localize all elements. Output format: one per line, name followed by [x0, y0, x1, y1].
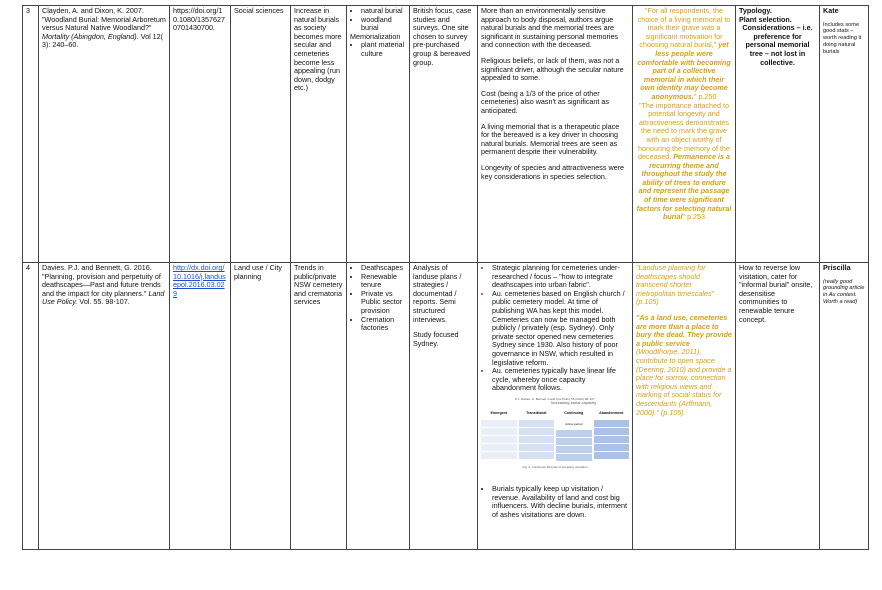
finding-paragraph: More than an environmentally sensitive approach to body disposal, authors argue natural burials and the memorial trees are significant in sustaining personal memories and connection with the deceased.	[481, 6, 619, 50]
trends-cell: Trends in public/private NSW cemetery and crematoria services	[291, 263, 347, 550]
quote-text: (Woodthorpe, 2011), contribute to open space (Deering, 2010) and provide a place for sorrow, connection with religious views and marking of social status for descendants (Arffmann, 2000)." (p.105)	[636, 347, 732, 417]
citation-tail: Vol. 55. 98-107.	[79, 297, 130, 307]
figure-cell	[556, 454, 592, 461]
implication-body: Considerations – i.e. preference for personal memorial tree – not lost in collective.	[742, 23, 813, 67]
finding-item: • Au. cemeteries typically have linear life cycle, whereby once capacity abandonment follows.	[492, 367, 629, 393]
citation-journal: Mortality (Abingdon, England).	[42, 31, 139, 41]
figure-cell	[594, 436, 630, 443]
keyword-item: • Deathscapes	[361, 264, 406, 273]
doi-link[interactable]: http://dx.doi.org/10.1016/j.landusepol.2016.03.029	[173, 263, 226, 298]
row-number: 4	[23, 263, 39, 550]
reviewer-name: Priscilla	[823, 263, 851, 272]
figure-cell	[594, 444, 630, 451]
literature-review-table	[22, 5, 869, 550]
finding-paragraph: Cost (being a 1/3 of the price of other cemeteries) also wasn't as significant as anticipated.	[481, 88, 610, 115]
implications-cell: How to reverse low visitation, cater for "informal burial" onsite, desensitise communities to renewable tenure concept.	[736, 263, 820, 550]
figure-cell	[594, 428, 630, 435]
finding-paragraph: Longevity of species and attractiveness were key considerations in species selection.	[481, 162, 625, 181]
quote-text: "For all respondents, the choice of a living memorial to mark their grave was a significant motivation for choosing natural burial,"	[637, 6, 731, 50]
figure-column	[481, 409, 517, 462]
citation-tail: Vol 12( 3): 240–60.	[42, 31, 164, 50]
finding-paragraph: A living memorial that is a therapeutic place for the bereaved is a key driver in choosing natural burials. Memorial trees are seen as permanent despite their vulnerability.	[481, 121, 620, 157]
reviewer-note: Includes some good stats – worth reading it doing natural burials	[823, 21, 862, 55]
findings-cell	[478, 6, 633, 263]
keyword-line: Memorialization	[350, 31, 401, 41]
figure-cell	[481, 444, 517, 451]
figure-cell	[594, 420, 630, 427]
findings-cell	[478, 263, 633, 550]
keyword-item: • woodland burial	[361, 16, 406, 33]
table-row	[23, 263, 869, 550]
figure-grid	[481, 409, 629, 462]
implication-title: Plant selection.	[739, 14, 792, 24]
figure-header: P.J. Davies, G. Bennett / Land Use Policy 55 (2016) 98–107	[515, 396, 595, 401]
implication-title: Typology.	[739, 6, 772, 15]
figure-cell	[519, 436, 555, 443]
figure-footer: Fig. 2. Continuum lifecycle of cemetery operation	[522, 465, 588, 470]
citation-main: Davies. P.J. and Bennett, G. 2016. "Planning, provision and perpetuity of deathscapes—Past and future trends and the impact for city planners."	[42, 263, 161, 298]
keyword-item: • plant material culture	[361, 41, 406, 58]
figure-active-label: Active period	[565, 421, 583, 426]
implications-cell	[736, 6, 820, 263]
figure-cell	[519, 444, 555, 451]
doi-cell	[170, 263, 231, 550]
quote-text: "The importance attached to potential longevity and attractiveness demonstrates the need to mark the grave with an object worthy of honouring the memory of the deceased.	[638, 100, 730, 162]
keywords-cell	[347, 6, 410, 263]
finding-paragraph: Religious beliefs, or lack of them, was not a significant driver, although the secular nature appealed to some.	[481, 55, 624, 83]
quotes-cell	[633, 6, 736, 263]
quotes-cell	[633, 263, 736, 550]
method-cell	[410, 263, 478, 550]
citation-journal: Land Use Policy.	[42, 288, 165, 307]
citation-cell	[39, 6, 170, 263]
doi-text: https://doi.org/10.1080/13576270701430700.	[173, 6, 225, 33]
reviewer-cell	[820, 6, 869, 263]
finding-item: • Burials typically keep up visitation / revenue. Availability of land and cost big influencers. With decline burials, interment of ashes visitations are down.	[492, 485, 629, 519]
method-cell: British focus, case studies and surveys. One site chosen to survey pre-purchased group & bereaved group.	[410, 6, 478, 263]
method-paragraph: Study focused Sydney.	[413, 330, 459, 348]
figure-cell	[519, 452, 555, 459]
reviewer-cell	[820, 263, 869, 550]
discipline-cell: Social sciences	[231, 6, 291, 263]
finding-item: • Strategic planning for cemeteries under-researched / focus – "how to integrate deathscapes into urban fabric".	[492, 264, 629, 290]
finding-item: • Au. cemeteries based on English church / public cemetery model. At time of publishing WA has kept this model. Cemeteries can now be managed both publicly / privately (esp. Sydney). Only private sector opened new cemeteries Sydney since 1930. Also history of poor governance in NSW, which resulted in legislative reform.	[492, 290, 629, 367]
discipline-cell: Land use / City planning	[231, 263, 291, 550]
figure-cell	[556, 430, 592, 437]
reviewer-note: (really good grounding article in Au context. Worth a read)	[823, 278, 865, 305]
figure-column-header: Abandonment	[599, 410, 624, 415]
figure-cell	[594, 452, 630, 459]
method-paragraph: Analysis of landuse plans / strategies / documentad / reports. Semi structured interviews.	[413, 263, 462, 324]
citation-cell	[39, 263, 170, 550]
quote-page: " p.253	[682, 212, 706, 222]
figure-cell	[481, 436, 517, 443]
keyword-item: • Cremation factories	[361, 316, 406, 333]
figure-cell	[519, 428, 555, 435]
doi-cell	[170, 6, 231, 263]
reviewer-name: Kate	[823, 6, 839, 15]
figure-cell	[481, 420, 517, 427]
table-row	[23, 6, 869, 263]
figure-cell	[481, 452, 517, 459]
keyword-item: • Renewable tenure	[361, 273, 406, 290]
citation-main: Clayden, A. and Dixon, K. 2007. "Woodland Burial: Memorial Arboretum versus Natural Native Woodland?"	[42, 6, 166, 33]
figure-cell	[519, 420, 555, 427]
quote-emphasis: "As a land use, cemeteries are more than a place to bury the dead. They provide a public service	[636, 312, 732, 348]
figure-column-header: Continuing	[564, 410, 584, 415]
quote-emphasis: yet less people were comfortable with becoming part of a collective memorial in which their own identity may become anonymous.	[637, 40, 731, 101]
quote-page: " p.250	[693, 91, 717, 101]
quote-text: "Landuse planning for deathscapes should transcend shorter metropolitan timescales" (p.105)	[636, 263, 715, 307]
lifecycle-figure	[481, 397, 629, 479]
figure-column	[519, 409, 555, 462]
figure-arrow-label: Increasing burial capacity	[551, 399, 597, 405]
figure-column-header: Transitional	[526, 410, 547, 415]
row-number: 3	[23, 6, 39, 263]
keyword-item: • natural burial	[361, 7, 406, 16]
figure-column	[556, 409, 592, 462]
quote-emphasis: Permanence is a recurring theme and throughout the study the ability of trees to endure and represent the passage of time were significant factors for selecting natural burial	[636, 152, 732, 222]
figure-cell	[556, 446, 592, 453]
figure-column	[594, 409, 630, 462]
figure-cell	[556, 438, 592, 445]
keyword-item: • Private vs Public sector provision	[361, 290, 406, 316]
figure-column-header: Emergent	[490, 410, 508, 415]
trends-cell: Increase in natural burials as society becomes more secular and cemeteries become less appealing (run down, dodgy etc.)	[291, 6, 347, 263]
figure-cell	[481, 428, 517, 435]
keywords-cell	[347, 263, 410, 550]
